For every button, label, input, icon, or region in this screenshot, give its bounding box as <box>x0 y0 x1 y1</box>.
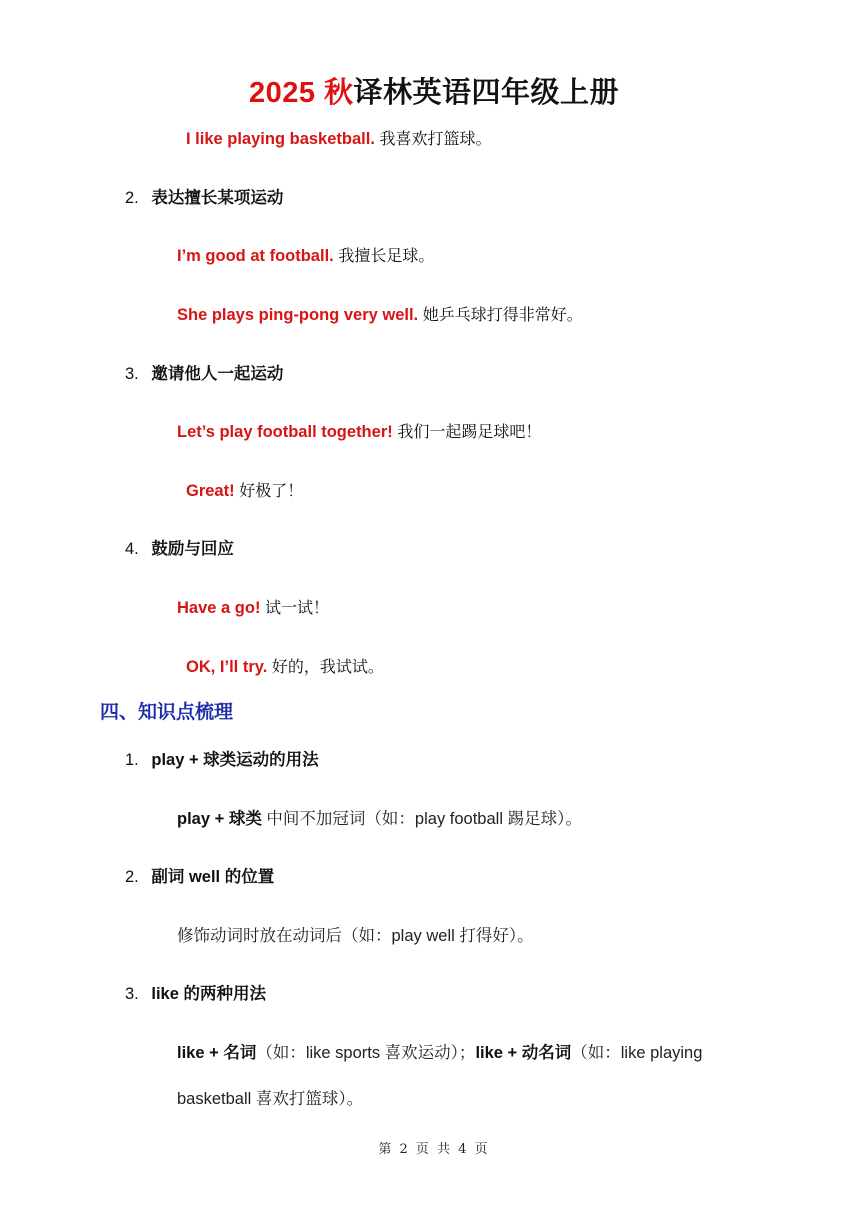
explanation-text: （如：like sports 喜欢运动）； <box>256 1044 476 1062</box>
explanation-line <box>177 1041 702 1065</box>
keyword: like + 动名词 <box>475 1044 572 1062</box>
explanation-line <box>177 1087 363 1111</box>
example-sentence <box>177 244 434 268</box>
english-sentence: Have a go! <box>177 599 261 617</box>
page-title <box>0 70 868 111</box>
english-sentence: Let’s play football together! <box>177 423 393 441</box>
item-number: 3. <box>125 985 139 1003</box>
english-sentence: I’m good at football. <box>177 247 334 265</box>
chinese-translation: 我们一起踢足球吧！ <box>397 422 542 441</box>
subheading-text: like 的两种用法 <box>151 985 266 1003</box>
subheading-text: play + 球类运动的用法 <box>151 751 319 769</box>
subheading <box>125 537 234 561</box>
subheading <box>125 748 319 772</box>
subheading <box>125 362 283 386</box>
chinese-translation: 好的，我试试。 <box>271 657 384 676</box>
explanation-text: （如：like playing <box>571 1044 703 1062</box>
page-footer: 第 2 页 共 4 页 <box>378 1142 490 1157</box>
title-text: 译林英语四年级上册 <box>353 77 620 109</box>
item-number: 3. <box>125 365 139 383</box>
explanation-text: 修饰动词时放在动词后（如：play well 打得好）。 <box>177 927 534 945</box>
keyword: play + 球类 <box>177 810 262 828</box>
example-sentence <box>186 479 303 503</box>
english-sentence: She plays ping-pong very well. <box>177 306 419 324</box>
item-number: 1. <box>125 751 139 769</box>
explanation-text: basketball 喜欢打篮球）。 <box>177 1090 364 1108</box>
chinese-translation: 她乒乓球打得非常好。 <box>422 305 583 324</box>
explanation-line <box>177 807 582 831</box>
english-sentence: Great! <box>186 482 235 500</box>
example-sentence <box>186 127 492 151</box>
example-sentence <box>186 655 384 679</box>
subheading-text: 鼓励与回应 <box>151 540 234 558</box>
section-heading: 四、知识点梳理 <box>100 701 234 723</box>
english-sentence: I like playing basketball. <box>186 130 375 148</box>
subheading <box>125 865 274 889</box>
subheading-text: 表达擅长某项运动 <box>151 189 284 207</box>
example-sentence <box>177 596 329 620</box>
explanation-line <box>177 924 534 948</box>
example-sentence <box>177 303 583 327</box>
chinese-translation: 好极了！ <box>239 481 304 500</box>
chinese-translation: 我擅长足球。 <box>338 246 435 265</box>
subheading <box>125 186 283 210</box>
item-number: 2. <box>125 189 139 207</box>
subheading-text: 邀请他人一起运动 <box>151 365 284 383</box>
subheading <box>125 982 266 1006</box>
chinese-translation: 试一试！ <box>265 598 330 617</box>
subheading-text: 副词 well 的位置 <box>151 868 275 886</box>
english-sentence: OK, I’ll try. <box>186 658 268 676</box>
example-sentence <box>177 420 541 444</box>
title-year: 2025 秋 <box>248 77 354 109</box>
item-number: 4. <box>125 540 139 558</box>
item-number: 2. <box>125 868 139 886</box>
explanation-text: 中间不加冠词（如：play football 踢足球）。 <box>266 810 582 828</box>
chinese-translation: 我喜欢打篮球。 <box>379 129 492 148</box>
keyword: like + 名词 <box>177 1044 257 1062</box>
